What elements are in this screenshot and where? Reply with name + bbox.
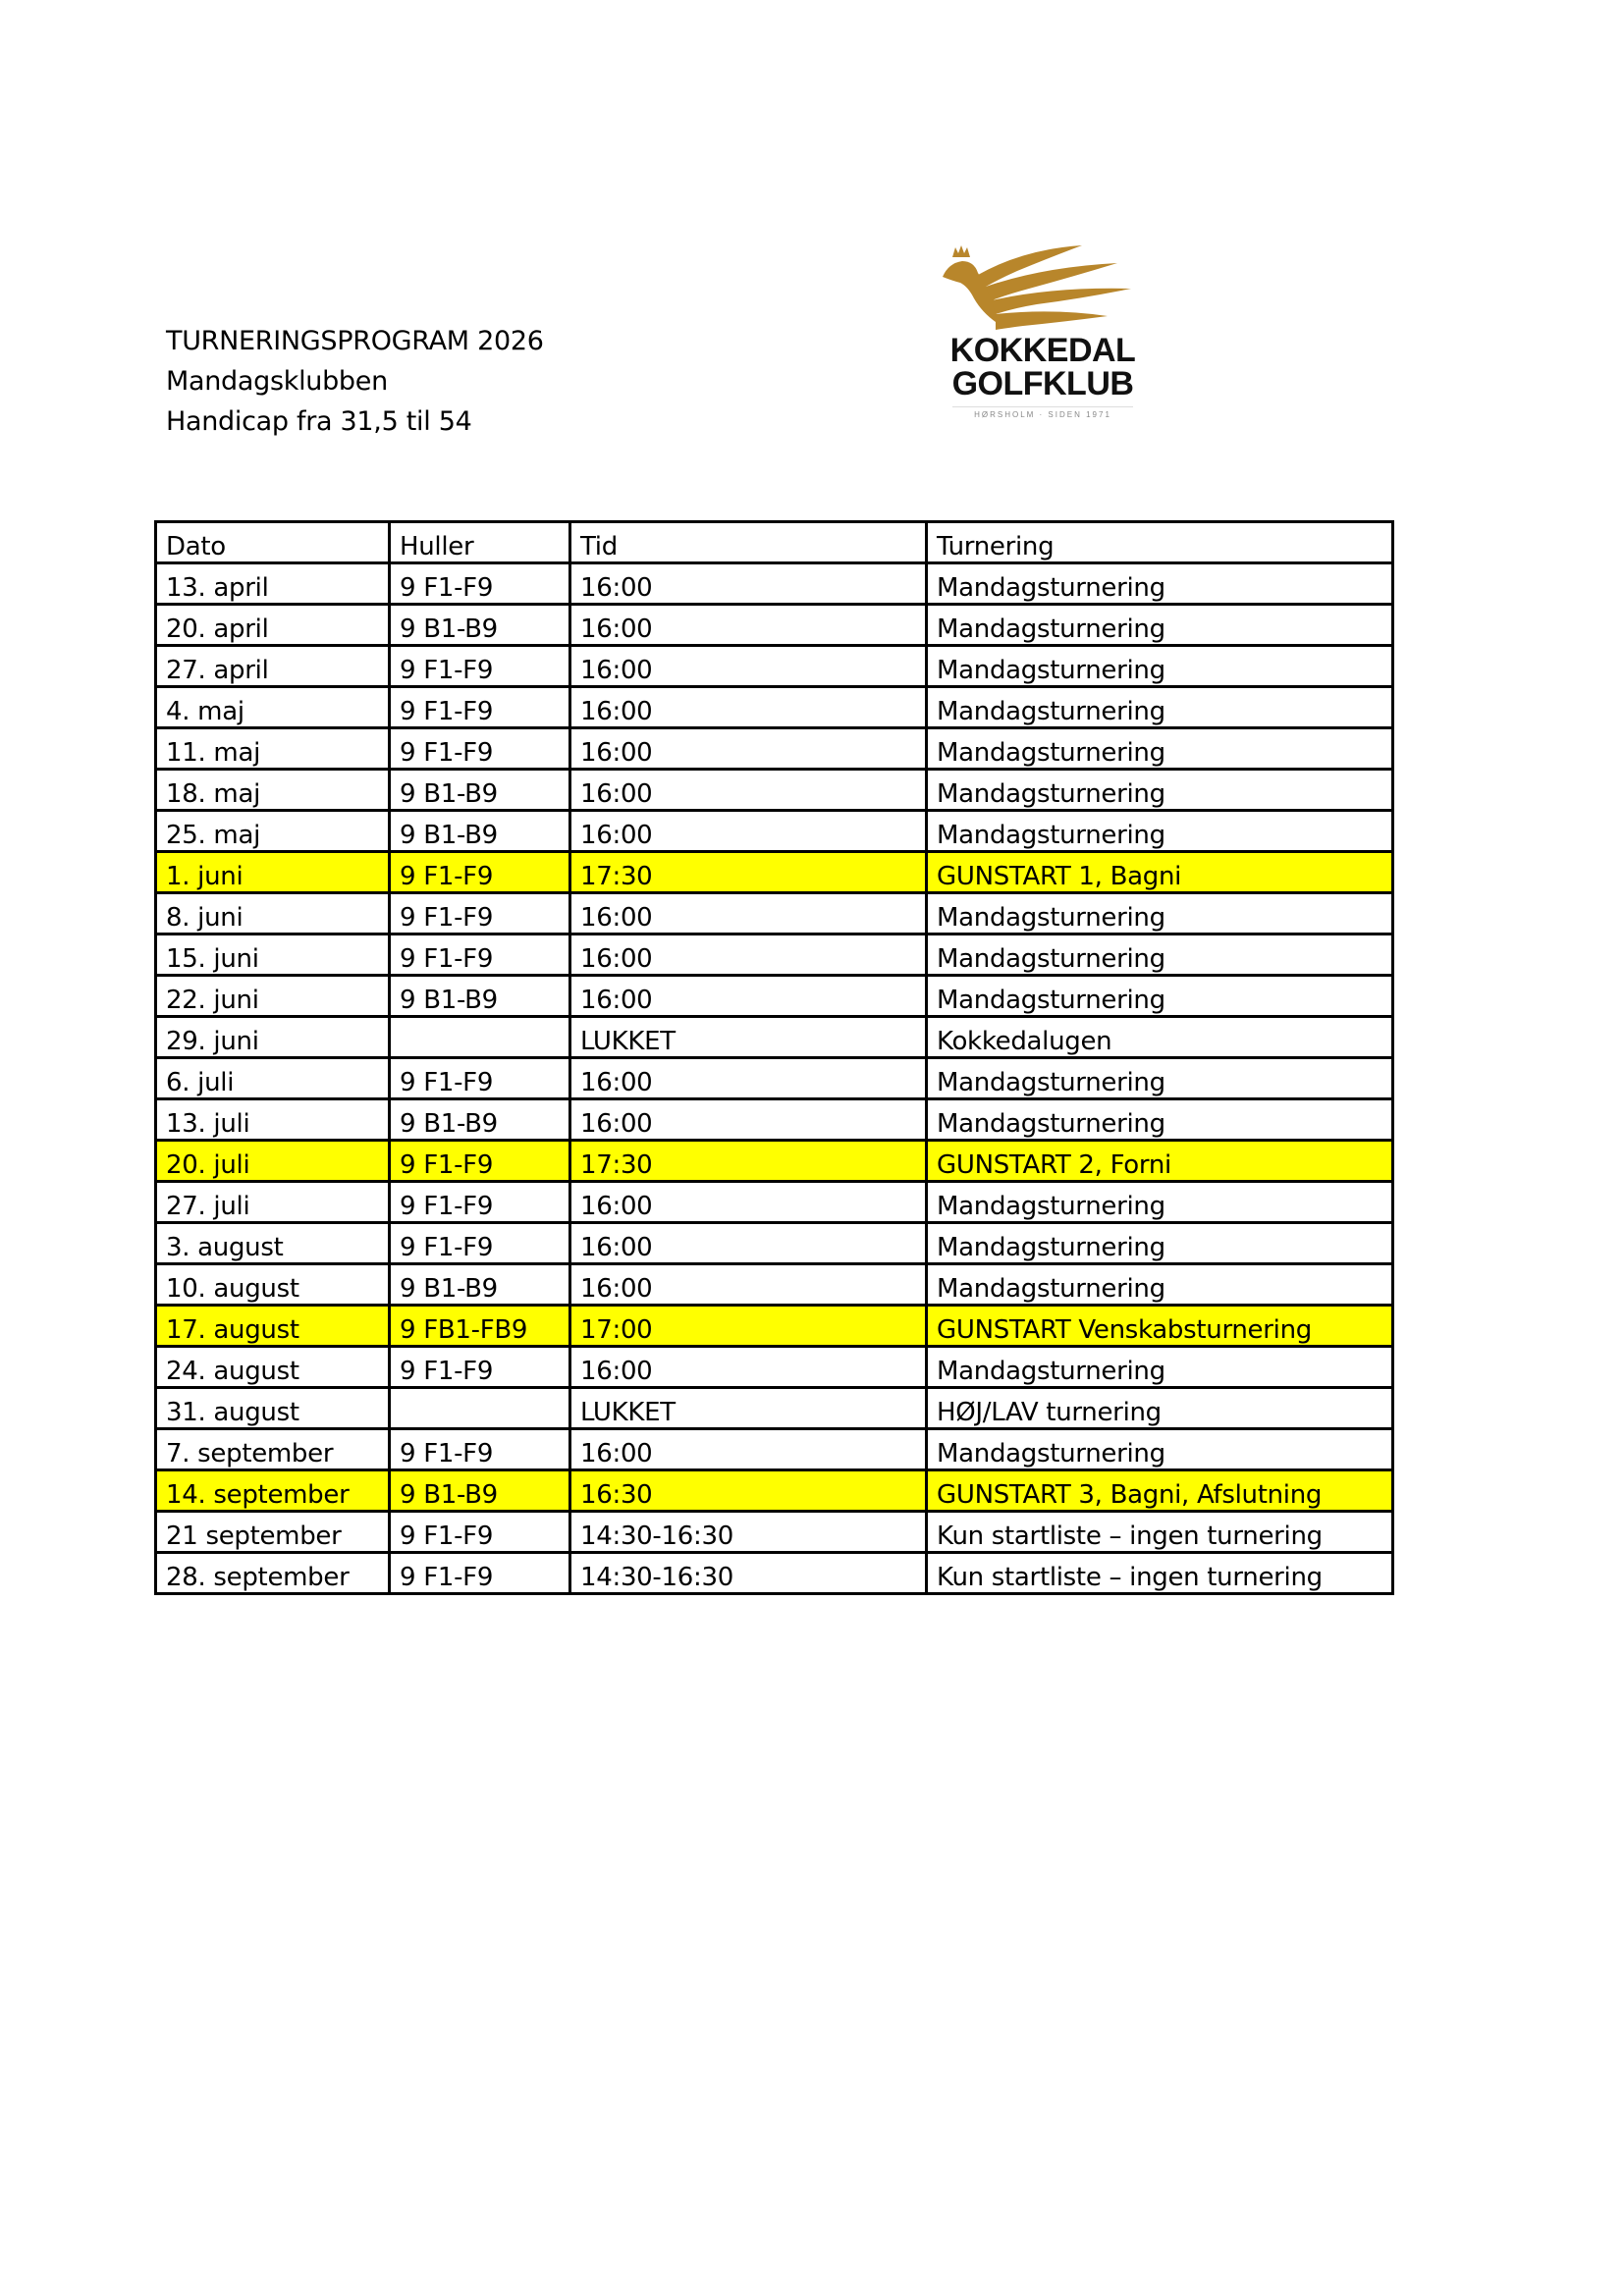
cell-tid: 16:00 (570, 1347, 927, 1388)
cell-tid: 17:30 (570, 852, 927, 893)
cell-huller: 9 F1-F9 (390, 1223, 570, 1264)
cell-turnering: Mandagsturnering (927, 1099, 1393, 1141)
cell-turnering: GUNSTART 1, Bagni (927, 852, 1393, 893)
table-row (156, 1347, 1393, 1388)
cell-huller (390, 1017, 570, 1058)
cell-turnering: GUNSTART Venskabsturnering (927, 1306, 1393, 1347)
cell-huller: 9 B1-B9 (390, 1264, 570, 1306)
table-row (156, 811, 1393, 852)
cell-huller: 9 F1-F9 (390, 1058, 570, 1099)
cell-turnering: Mandagsturnering (927, 1058, 1393, 1099)
cell-turnering: Mandagsturnering (927, 893, 1393, 934)
cell-tid: 16:00 (570, 728, 927, 770)
cell-tid: 16:00 (570, 770, 927, 811)
cell-turnering: Kokkedalugen (927, 1017, 1393, 1058)
cell-huller: 9 F1-F9 (390, 728, 570, 770)
table-row (156, 934, 1393, 976)
schedule-table (154, 520, 1394, 1595)
column-header-huller: Huller (390, 522, 570, 563)
table-row-highlighted (156, 1306, 1393, 1347)
cell-huller: 9 FB1-FB9 (390, 1306, 570, 1347)
logo-tagline: HØRSHOLM · SIDEN 1971 (974, 410, 1111, 419)
cell-dato: 31. august (156, 1388, 390, 1429)
cell-huller: 9 F1-F9 (390, 1512, 570, 1553)
cell-dato: 28. september (156, 1553, 390, 1594)
cell-huller: 9 F1-F9 (390, 852, 570, 893)
cell-huller: 9 F1-F9 (390, 1182, 570, 1223)
cell-turnering: Mandagsturnering (927, 934, 1393, 976)
table-row (156, 893, 1393, 934)
cell-tid: 16:00 (570, 1223, 927, 1264)
phoenix-emblem-icon (935, 243, 1151, 334)
cell-tid: 16:00 (570, 1182, 927, 1223)
club-logo (935, 243, 1151, 430)
cell-turnering: Mandagsturnering (927, 770, 1393, 811)
cell-huller: 9 F1-F9 (390, 646, 570, 687)
cell-dato: 10. august (156, 1264, 390, 1306)
cell-tid: 16:00 (570, 1264, 927, 1306)
cell-turnering: Mandagsturnering (927, 728, 1393, 770)
cell-huller: 9 F1-F9 (390, 1553, 570, 1594)
cell-turnering: Mandagsturnering (927, 1347, 1393, 1388)
cell-tid: 16:00 (570, 646, 927, 687)
cell-huller: 9 F1-F9 (390, 563, 570, 605)
cell-tid: 16:00 (570, 893, 927, 934)
cell-tid: 16:00 (570, 687, 927, 728)
cell-turnering: Mandagsturnering (927, 563, 1393, 605)
cell-dato: 1. juni (156, 852, 390, 893)
cell-tid: 14:30-16:30 (570, 1553, 927, 1594)
cell-dato: 21 september (156, 1512, 390, 1553)
cell-huller: 9 F1-F9 (390, 1429, 570, 1470)
cell-dato: 20. juli (156, 1141, 390, 1182)
cell-dato: 15. juni (156, 934, 390, 976)
cell-tid: 16:30 (570, 1470, 927, 1512)
cell-huller: 9 F1-F9 (390, 893, 570, 934)
cell-dato: 13. april (156, 563, 390, 605)
table-row (156, 646, 1393, 687)
table-row (156, 1223, 1393, 1264)
cell-huller: 9 B1-B9 (390, 770, 570, 811)
cell-turnering: Mandagsturnering (927, 1264, 1393, 1306)
table-row (156, 1182, 1393, 1223)
table-header-row (156, 522, 1393, 563)
cell-dato: 7. september (156, 1429, 390, 1470)
cell-turnering: Kun startliste – ingen turnering (927, 1553, 1393, 1594)
table-row (156, 770, 1393, 811)
cell-dato: 22. juni (156, 976, 390, 1017)
column-header-dato: Dato (156, 522, 390, 563)
cell-huller: 9 B1-B9 (390, 976, 570, 1017)
document-header (166, 321, 544, 442)
cell-turnering: GUNSTART 3, Bagni, Afslutning (927, 1470, 1393, 1512)
cell-huller: 9 B1-B9 (390, 605, 570, 646)
cell-dato: 27. juli (156, 1182, 390, 1223)
cell-turnering: HØJ/LAV turnering (927, 1388, 1393, 1429)
cell-turnering: Mandagsturnering (927, 976, 1393, 1017)
cell-turnering: Mandagsturnering (927, 646, 1393, 687)
table-row (156, 1264, 1393, 1306)
table-row (156, 1553, 1393, 1594)
table-row (156, 1429, 1393, 1470)
cell-dato: 11. maj (156, 728, 390, 770)
table-row (156, 563, 1393, 605)
cell-dato: 18. maj (156, 770, 390, 811)
cell-tid: 16:00 (570, 1099, 927, 1141)
table-row (156, 1058, 1393, 1099)
cell-huller: 9 F1-F9 (390, 687, 570, 728)
cell-turnering: GUNSTART 2, Forni (927, 1141, 1393, 1182)
table-row (156, 1388, 1393, 1429)
logo-divider (952, 406, 1133, 407)
cell-huller: 9 F1-F9 (390, 934, 570, 976)
cell-huller: 9 F1-F9 (390, 1347, 570, 1388)
cell-tid: 14:30-16:30 (570, 1512, 927, 1553)
cell-tid: LUKKET (570, 1017, 927, 1058)
cell-turnering: Mandagsturnering (927, 811, 1393, 852)
cell-huller: 9 B1-B9 (390, 811, 570, 852)
table-row (156, 1017, 1393, 1058)
cell-tid: 17:30 (570, 1141, 927, 1182)
cell-huller (390, 1388, 570, 1429)
cell-turnering: Kun startliste – ingen turnering (927, 1512, 1393, 1553)
cell-tid: LUKKET (570, 1388, 927, 1429)
table-row (156, 687, 1393, 728)
cell-tid: 16:00 (570, 1429, 927, 1470)
cell-huller: 9 F1-F9 (390, 1141, 570, 1182)
cell-dato: 3. august (156, 1223, 390, 1264)
handicap-range: Handicap fra 31,5 til 54 (166, 406, 472, 437)
cell-huller: 9 B1-B9 (390, 1099, 570, 1141)
document-title: TURNERINGSPROGRAM 2026 (166, 326, 544, 356)
cell-dato: 25. maj (156, 811, 390, 852)
logo-wordmark-line2: GOLFKLUB (951, 365, 1134, 402)
table-row-highlighted (156, 852, 1393, 893)
cell-turnering: Mandagsturnering (927, 687, 1393, 728)
logo-wordmark-line1: KOKKEDAL (949, 332, 1136, 369)
cell-dato: 29. juni (156, 1017, 390, 1058)
cell-tid: 16:00 (570, 1058, 927, 1099)
table-row-highlighted (156, 1141, 1393, 1182)
table-row-highlighted (156, 1470, 1393, 1512)
cell-dato: 14. september (156, 1470, 390, 1512)
cell-tid: 16:00 (570, 563, 927, 605)
cell-tid: 17:00 (570, 1306, 927, 1347)
column-header-tid: Tid (570, 522, 927, 563)
column-header-turnering: Turnering (927, 522, 1393, 563)
cell-turnering: Mandagsturnering (927, 1429, 1393, 1470)
cell-turnering: Mandagsturnering (927, 1182, 1393, 1223)
cell-tid: 16:00 (570, 811, 927, 852)
cell-tid: 16:00 (570, 976, 927, 1017)
table-row (156, 605, 1393, 646)
cell-turnering: Mandagsturnering (927, 1223, 1393, 1264)
table-row (156, 728, 1393, 770)
cell-tid: 16:00 (570, 934, 927, 976)
cell-dato: 6. juli (156, 1058, 390, 1099)
cell-dato: 24. august (156, 1347, 390, 1388)
club-name: Mandagsklubben (166, 366, 388, 397)
cell-dato: 27. april (156, 646, 390, 687)
cell-tid: 16:00 (570, 605, 927, 646)
cell-dato: 8. juni (156, 893, 390, 934)
table-row (156, 1099, 1393, 1141)
cell-huller: 9 B1-B9 (390, 1470, 570, 1512)
cell-turnering: Mandagsturnering (927, 605, 1393, 646)
cell-dato: 17. august (156, 1306, 390, 1347)
table-row (156, 976, 1393, 1017)
table-row (156, 1512, 1393, 1553)
cell-dato: 13. juli (156, 1099, 390, 1141)
cell-dato: 20. april (156, 605, 390, 646)
cell-dato: 4. maj (156, 687, 390, 728)
